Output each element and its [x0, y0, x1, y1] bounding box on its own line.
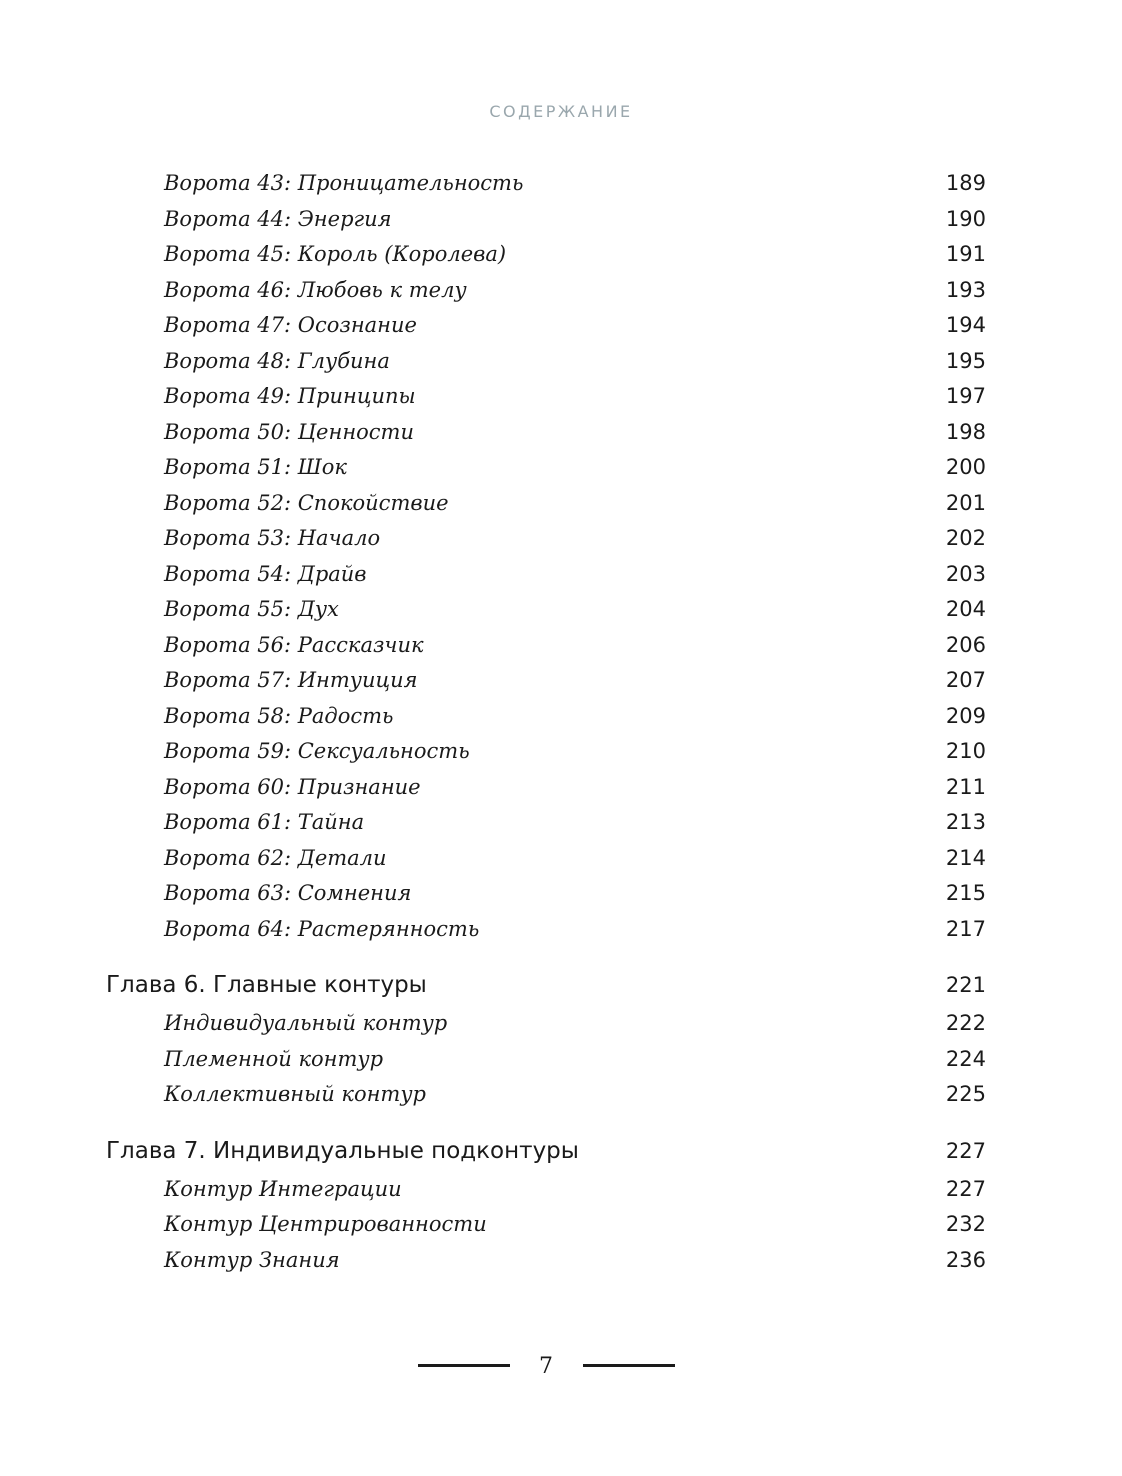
toc-entry-title: Ворота 45: Король (Королева): [164, 242, 507, 266]
page-number: 7: [539, 1354, 553, 1379]
toc-entry-page: 210: [945, 739, 986, 763]
toc-entry-gate-56[interactable]: [106, 628, 986, 664]
toc-chapter-page: 221: [945, 973, 986, 997]
toc-entry-gate-64[interactable]: [106, 912, 986, 948]
toc-entry-page: 193: [945, 277, 986, 302]
toc-entry-page: 198: [945, 419, 986, 444]
toc-entry-gate-43[interactable]: [106, 166, 986, 202]
toc-entry-page: 232: [945, 1212, 986, 1236]
toc-entry-gate-52[interactable]: [106, 486, 986, 522]
toc-entry-page: 201: [945, 490, 986, 515]
toc-entry-title: Ворота 44: Энергия: [164, 206, 392, 231]
toc-entry-title: Ворота 43: Проницательность: [164, 171, 524, 195]
toc-entry-page: 206: [945, 632, 986, 657]
toc-entry-title: Индивидуальный контур: [164, 1011, 448, 1035]
toc-entry-gate-63[interactable]: [106, 876, 986, 912]
toc-entry-title: Контур Центрированности: [164, 1212, 487, 1236]
toc-entry-page: 203: [945, 561, 986, 586]
toc-entry-page: 222: [945, 1011, 986, 1035]
toc-entry-title: Ворота 52: Спокойствие: [164, 490, 449, 515]
toc-entry-page: 213: [945, 810, 986, 834]
toc-entry-integration-circuit[interactable]: [106, 1172, 986, 1208]
toc-entry-page: 204: [945, 597, 986, 621]
toc-entry-tribal-circuit[interactable]: [106, 1042, 986, 1078]
table-of-contents: [106, 166, 986, 1278]
toc-entry-individual-circuit[interactable]: [106, 1006, 986, 1042]
toc-entry-title: Ворота 53: Начало: [164, 526, 381, 550]
toc-entry-page: 197: [945, 384, 986, 408]
toc-entry-title: Племенной контур: [164, 1046, 384, 1071]
toc-entry-title: Ворота 49: Принципы: [164, 384, 416, 408]
toc-entry-title: Ворота 59: Сексуальность: [164, 739, 470, 763]
toc-entry-gate-45[interactable]: [106, 237, 986, 273]
toc-entry-gate-55[interactable]: [106, 592, 986, 628]
toc-entry-title: Ворота 58: Радость: [164, 703, 394, 728]
toc-entry-gate-61[interactable]: [106, 805, 986, 841]
toc-entry-page: 214: [945, 845, 986, 870]
toc-entry-title: Ворота 56: Рассказчик: [164, 632, 424, 657]
toc-entry-centering-circuit[interactable]: [106, 1207, 986, 1243]
toc-chapter-6[interactable]: [106, 965, 986, 1006]
toc-entry-title: Ворота 51: Шок: [164, 455, 347, 479]
toc-entry-gate-48[interactable]: [106, 344, 986, 380]
toc-entry-page: 236: [945, 1247, 986, 1272]
toc-entry-page: 202: [945, 526, 986, 550]
toc-entry-page: 207: [945, 668, 986, 692]
toc-entry-gate-54[interactable]: [106, 557, 986, 593]
toc-entry-title: Ворота 47: Осознание: [164, 313, 417, 337]
toc-entry-gate-58[interactable]: [106, 699, 986, 735]
toc-entry-gate-46[interactable]: [106, 273, 986, 309]
toc-entry-gate-49[interactable]: [106, 379, 986, 415]
toc-entry-page: 191: [945, 242, 986, 266]
toc-entry-gate-50[interactable]: [106, 415, 986, 451]
toc-entry-page: 225: [945, 1082, 986, 1106]
toc-entry-title: Коллективный контур: [164, 1082, 426, 1106]
toc-entry-page: 217: [945, 916, 986, 941]
toc-entry-page: 224: [945, 1046, 986, 1071]
toc-entry-page: 211: [945, 774, 986, 799]
toc-entry-gate-53[interactable]: [106, 521, 986, 557]
toc-entry-page: 215: [945, 881, 986, 905]
toc-entry-gate-47[interactable]: [106, 308, 986, 344]
toc-entry-gate-60[interactable]: [106, 770, 986, 806]
toc-entry-page: 195: [945, 348, 986, 373]
toc-entry-page: 200: [945, 455, 986, 479]
toc-entry-gate-51[interactable]: [106, 450, 986, 486]
toc-entry-title: Ворота 60: Признание: [164, 774, 421, 799]
footer-rule-right: [583, 1364, 675, 1367]
page-footer: [0, 1352, 1122, 1382]
toc-entry-title: Ворота 62: Детали: [164, 845, 387, 870]
toc-entry-title: Контур Знания: [164, 1247, 340, 1272]
toc-entry-gate-44[interactable]: [106, 202, 986, 238]
toc-chapter-7[interactable]: [106, 1131, 986, 1172]
toc-entry-title: Ворота 57: Интуиция: [164, 668, 418, 692]
toc-entry-title: Ворота 48: Глубина: [164, 348, 390, 373]
toc-entry-page: 190: [945, 206, 986, 231]
toc-entry-title: Ворота 61: Тайна: [164, 810, 365, 834]
toc-entry-title: Ворота 46: Любовь к телу: [164, 277, 467, 302]
toc-entry-gate-59[interactable]: [106, 734, 986, 770]
toc-entry-knowing-circuit[interactable]: [106, 1243, 986, 1279]
toc-entry-title: Ворота 64: Растерянность: [164, 916, 480, 941]
toc-entry-title: Контур Интеграции: [164, 1176, 402, 1201]
toc-entry-title: Ворота 54: Драйв: [164, 561, 367, 586]
toc-entry-collective-circuit[interactable]: [106, 1077, 986, 1113]
toc-entry-title: Ворота 55: Дух: [164, 597, 339, 621]
toc-chapter-page: 227: [945, 1138, 986, 1163]
footer-rule-left: [418, 1364, 510, 1367]
toc-chapter-title: Глава 7. Индивидуальные подконтуры: [106, 1137, 579, 1164]
toc-entry-page: 209: [945, 703, 986, 728]
toc-entry-gate-62[interactable]: [106, 841, 986, 877]
toc-entry-page: 189: [945, 171, 986, 195]
running-header: СОДЕРЖАНИЕ: [489, 102, 633, 121]
toc-entry-title: Ворота 63: Сомнения: [164, 881, 412, 905]
toc-entry-page: 227: [945, 1176, 986, 1201]
toc-entry-page: 194: [945, 313, 986, 337]
toc-chapter-title: Глава 6. Главные контуры: [106, 972, 427, 998]
toc-entry-gate-57[interactable]: [106, 663, 986, 699]
toc-entry-title: Ворота 50: Ценности: [164, 419, 414, 444]
